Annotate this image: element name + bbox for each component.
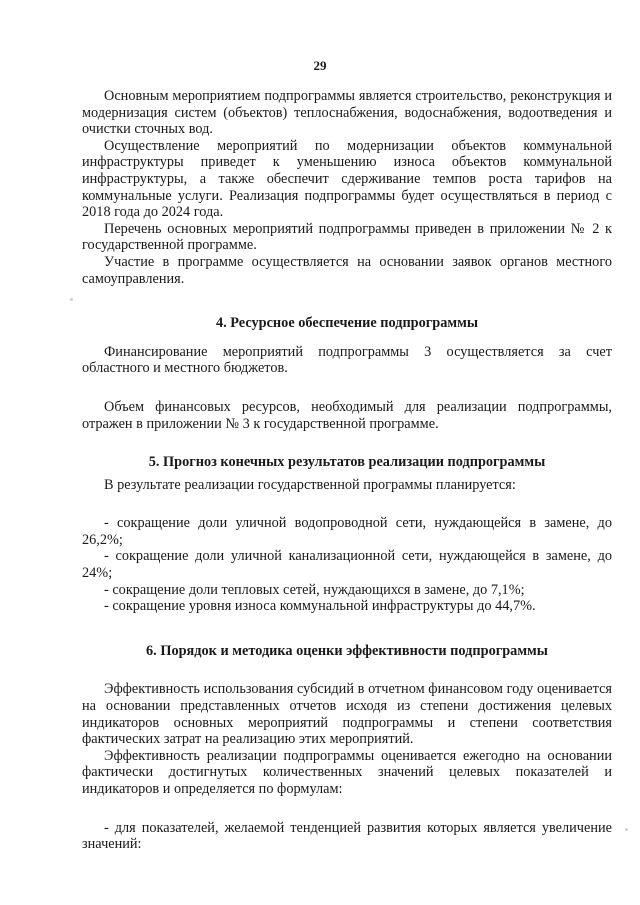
section-heading: 6. Порядок и методика оценки эффективности подпрограммы [146, 642, 548, 659]
paragraph: Основным мероприятием подпрограммы является строительство, реконструкция и модернизация систем (объектов) теплоснабжения, водоснабжения, водоотведения и очистки сточных вод. [82, 88, 612, 138]
list-item: - для показателей, желаемой тенденцией развития которых является увеличение значений: [82, 819, 612, 853]
paragraph: Эффективность использования субсидий в отчетном финансовом году оценивается на основании представленных отчетов исходя из степени достижения целевых индикаторов основных мероприятий подпрограммы и степени соответствия фактических затрат на реализацию этих мероприятий. [82, 681, 612, 748]
list-item: - сокращение доли уличной канализационной сети, нуждающейся в замене, до 24%; [82, 548, 612, 582]
paragraph: Перечень основных мероприятий подпрограммы приведен в приложении № 2 к государственной программе. [82, 220, 612, 254]
section-heading: 4. Ресурсное обеспечение подпрограммы [215, 315, 479, 332]
list-item: - сокращение доли уличной водопроводной сети, нуждающейся в замене, до 26,2%; [82, 515, 612, 548]
section-heading: 5. Прогноз конечных результатов реализации подпрограммы [148, 454, 546, 471]
page-number: 29 [313, 58, 327, 73]
paragraph: Эффективность реализации подпрограммы оценивается ежегодно на основании фактически достигнутых количественных значений целевых показателей и индикаторов и определяется по формулам: [82, 747, 612, 797]
list-item: - сокращение уровня износа коммунальной инфраструктуры до 44,7%. [104, 598, 536, 615]
paragraph: Финансирование мероприятий подпрограммы 3 осуществляется за счет областного и местного бюджетов. [82, 343, 612, 377]
document-body [82, 88, 612, 853]
list-item: - сокращение доли тепловых сетей, нуждающихся в замене, до 7,1%; [104, 581, 525, 598]
paragraph: Объем финансовых ресурсов, необходимый для реализации подпрограммы, отражен в приложении № 3 к государственной программе. [82, 398, 612, 432]
paragraph: В результате реализации государственной программы планируется: [104, 476, 516, 493]
scan-speck [625, 828, 628, 831]
paragraph: Осуществление мероприятий по модернизации объектов коммунальной инфраструктуры приведет к уменьшению износа объектов коммунальной инфраструктуры, а также обеспечит сдерживание темпов роста тарифов на коммунальные услуги. Реализация подпрограммы будет осуществляться в период с 2018 года до 2024 года. [82, 137, 612, 221]
paragraph: Участие в программе осуществляется на основании заявок органов местного самоуправления. [82, 253, 612, 287]
scan-speck [70, 298, 73, 301]
